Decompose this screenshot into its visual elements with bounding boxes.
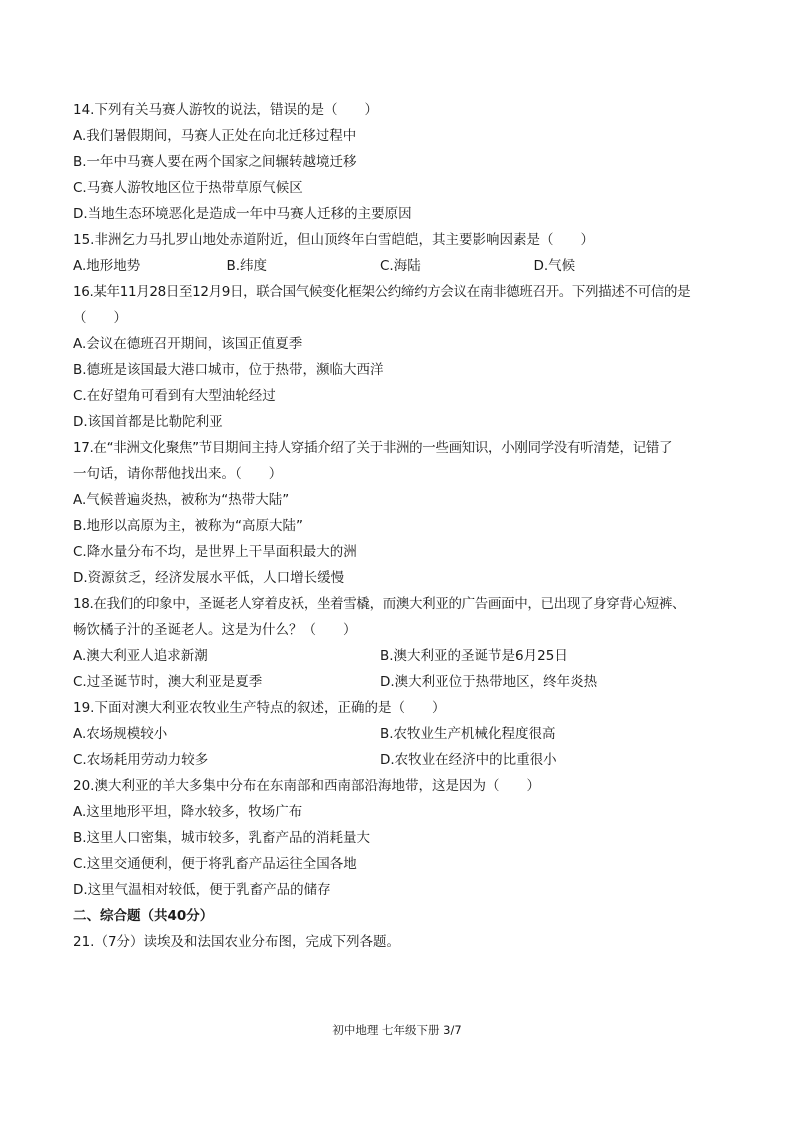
q17-stem-line1: 17.在“非洲文化聚焦”节目期间主持人穿插介绍了关于非洲的一些画知识，小刚同学没有听清楚，记错了 bbox=[73, 440, 673, 456]
page-footer: 初中地理 七年级下册 3/7 bbox=[332, 1023, 462, 1037]
q14-option-c: C.马赛人游牧地区位于热带草原气候区 bbox=[73, 180, 303, 196]
q19-option-d: D.农牧业在经济中的比重很小 bbox=[380, 752, 557, 768]
q17-option-a: A.气候普遍炎热，被称为“热带大陆” bbox=[73, 492, 290, 508]
q15-option-d: D.气候 bbox=[533, 258, 576, 274]
q15-option-a: A.地形地势 bbox=[73, 258, 141, 274]
q15-options bbox=[73, 253, 723, 279]
q18-option-d: D.澳大利亚位于热带地区，终年炎热 bbox=[380, 674, 598, 690]
q20-option-d: D.这里气温相对较低，便于乳畜产品的储存 bbox=[73, 882, 331, 898]
q18-option-b: B.澳大利亚的圣诞节是6月25日 bbox=[380, 648, 568, 664]
q16-option-c: C.在好望角可看到有大型油轮经过 bbox=[73, 388, 276, 404]
q19-stem: 19.下面对澳大利亚农牧业生产特点的叙述，正确的是（ ） bbox=[73, 700, 446, 716]
q18-stem-line1: 18.在我们的印象中，圣诞老人穿着皮袄，坐着雪橇，而澳大利亚的广告画面中，已出现了身穿背心短裤、 bbox=[73, 596, 686, 612]
q15-option-b: B.纬度 bbox=[226, 258, 268, 274]
q19-option-a: A.农场规模较小 bbox=[73, 726, 168, 742]
q15-stem: 15.非洲乞力马扎罗山地处赤道附近，但山顶终年白雪皑皑，其主要影响因素是（ ） bbox=[73, 232, 594, 248]
q14-option-d: D.当地生态环境恶化是造成一年中马赛人迁移的主要原因 bbox=[73, 206, 412, 222]
q17-option-d: D.资源贫乏，经济发展水平低，人口增长缓慢 bbox=[73, 570, 345, 586]
q17-option-b: B.地形以高原为主，被称为“高原大陆” bbox=[73, 518, 304, 534]
q18-options-cd bbox=[73, 669, 723, 695]
q16-option-a: A.会议在德班召开期间，该国正值夏季 bbox=[73, 336, 303, 352]
q19-option-b: B.农牧业生产机械化程度很高 bbox=[380, 726, 556, 742]
q19-options-ab bbox=[73, 721, 723, 747]
q16-stem-line1: 16.某年11月28日至12月9日，联合国气候变化框架公约缔约方会议在南非德班召开。下列描述不可信的是 bbox=[73, 284, 691, 300]
q20-option-c: C.这里交通便利，便于将乳畜产品运往全国各地 bbox=[73, 856, 357, 872]
q18-option-a: A.澳大利亚人追求新潮 bbox=[73, 648, 208, 664]
q18-option-c: C.过圣诞节时，澳大利亚是夏季 bbox=[73, 674, 263, 690]
section-title: 二、综合题（共40分） bbox=[73, 908, 214, 924]
q18-stem-line2: 畅饮橘子汁的圣诞老人。这是为什么？（ ） bbox=[73, 622, 357, 638]
q19-options-cd bbox=[73, 747, 723, 773]
question-content bbox=[73, 97, 723, 955]
q17-stem-line2: 一句话，请你帮他找出来。（ ） bbox=[73, 466, 283, 482]
q16-option-b: B.德班是该国最大港口城市，位于热带，濒临大西洋 bbox=[73, 362, 384, 378]
q18-options-ab bbox=[73, 643, 723, 669]
q20-stem: 20.澳大利亚的羊大多集中分布在东南部和西南部沿海地带，这是因为（ ） bbox=[73, 778, 540, 794]
q16-option-d: D.该国首都是比勒陀利亚 bbox=[73, 414, 223, 430]
q19-option-c: C.农场耗用劳动力较多 bbox=[73, 752, 209, 768]
q14-option-a: A.我们暑假期间，马赛人正处在向北迁移过程中 bbox=[73, 128, 357, 144]
q15-option-c: C.海陆 bbox=[380, 258, 421, 274]
q16-stem-line2: （ ） bbox=[73, 310, 127, 326]
q17-option-c: C.降水量分布不均，是世界上干旱面积最大的洲 bbox=[73, 544, 357, 560]
q20-option-a: A.这里地形平坦，降水较多，牧场广布 bbox=[73, 804, 303, 820]
q14-stem: 14.下列有关马赛人游牧的说法，错误的是（ ） bbox=[73, 102, 378, 118]
q14-option-b: B.一年中马赛人要在两个国家之间辗转越境迁移 bbox=[73, 154, 357, 170]
q20-option-b: B.这里人口密集，城市较多，乳畜产品的消耗量大 bbox=[73, 830, 371, 846]
q21-stem: 21.（7分）读埃及和法国农业分布图，完成下列各题。 bbox=[73, 934, 401, 950]
